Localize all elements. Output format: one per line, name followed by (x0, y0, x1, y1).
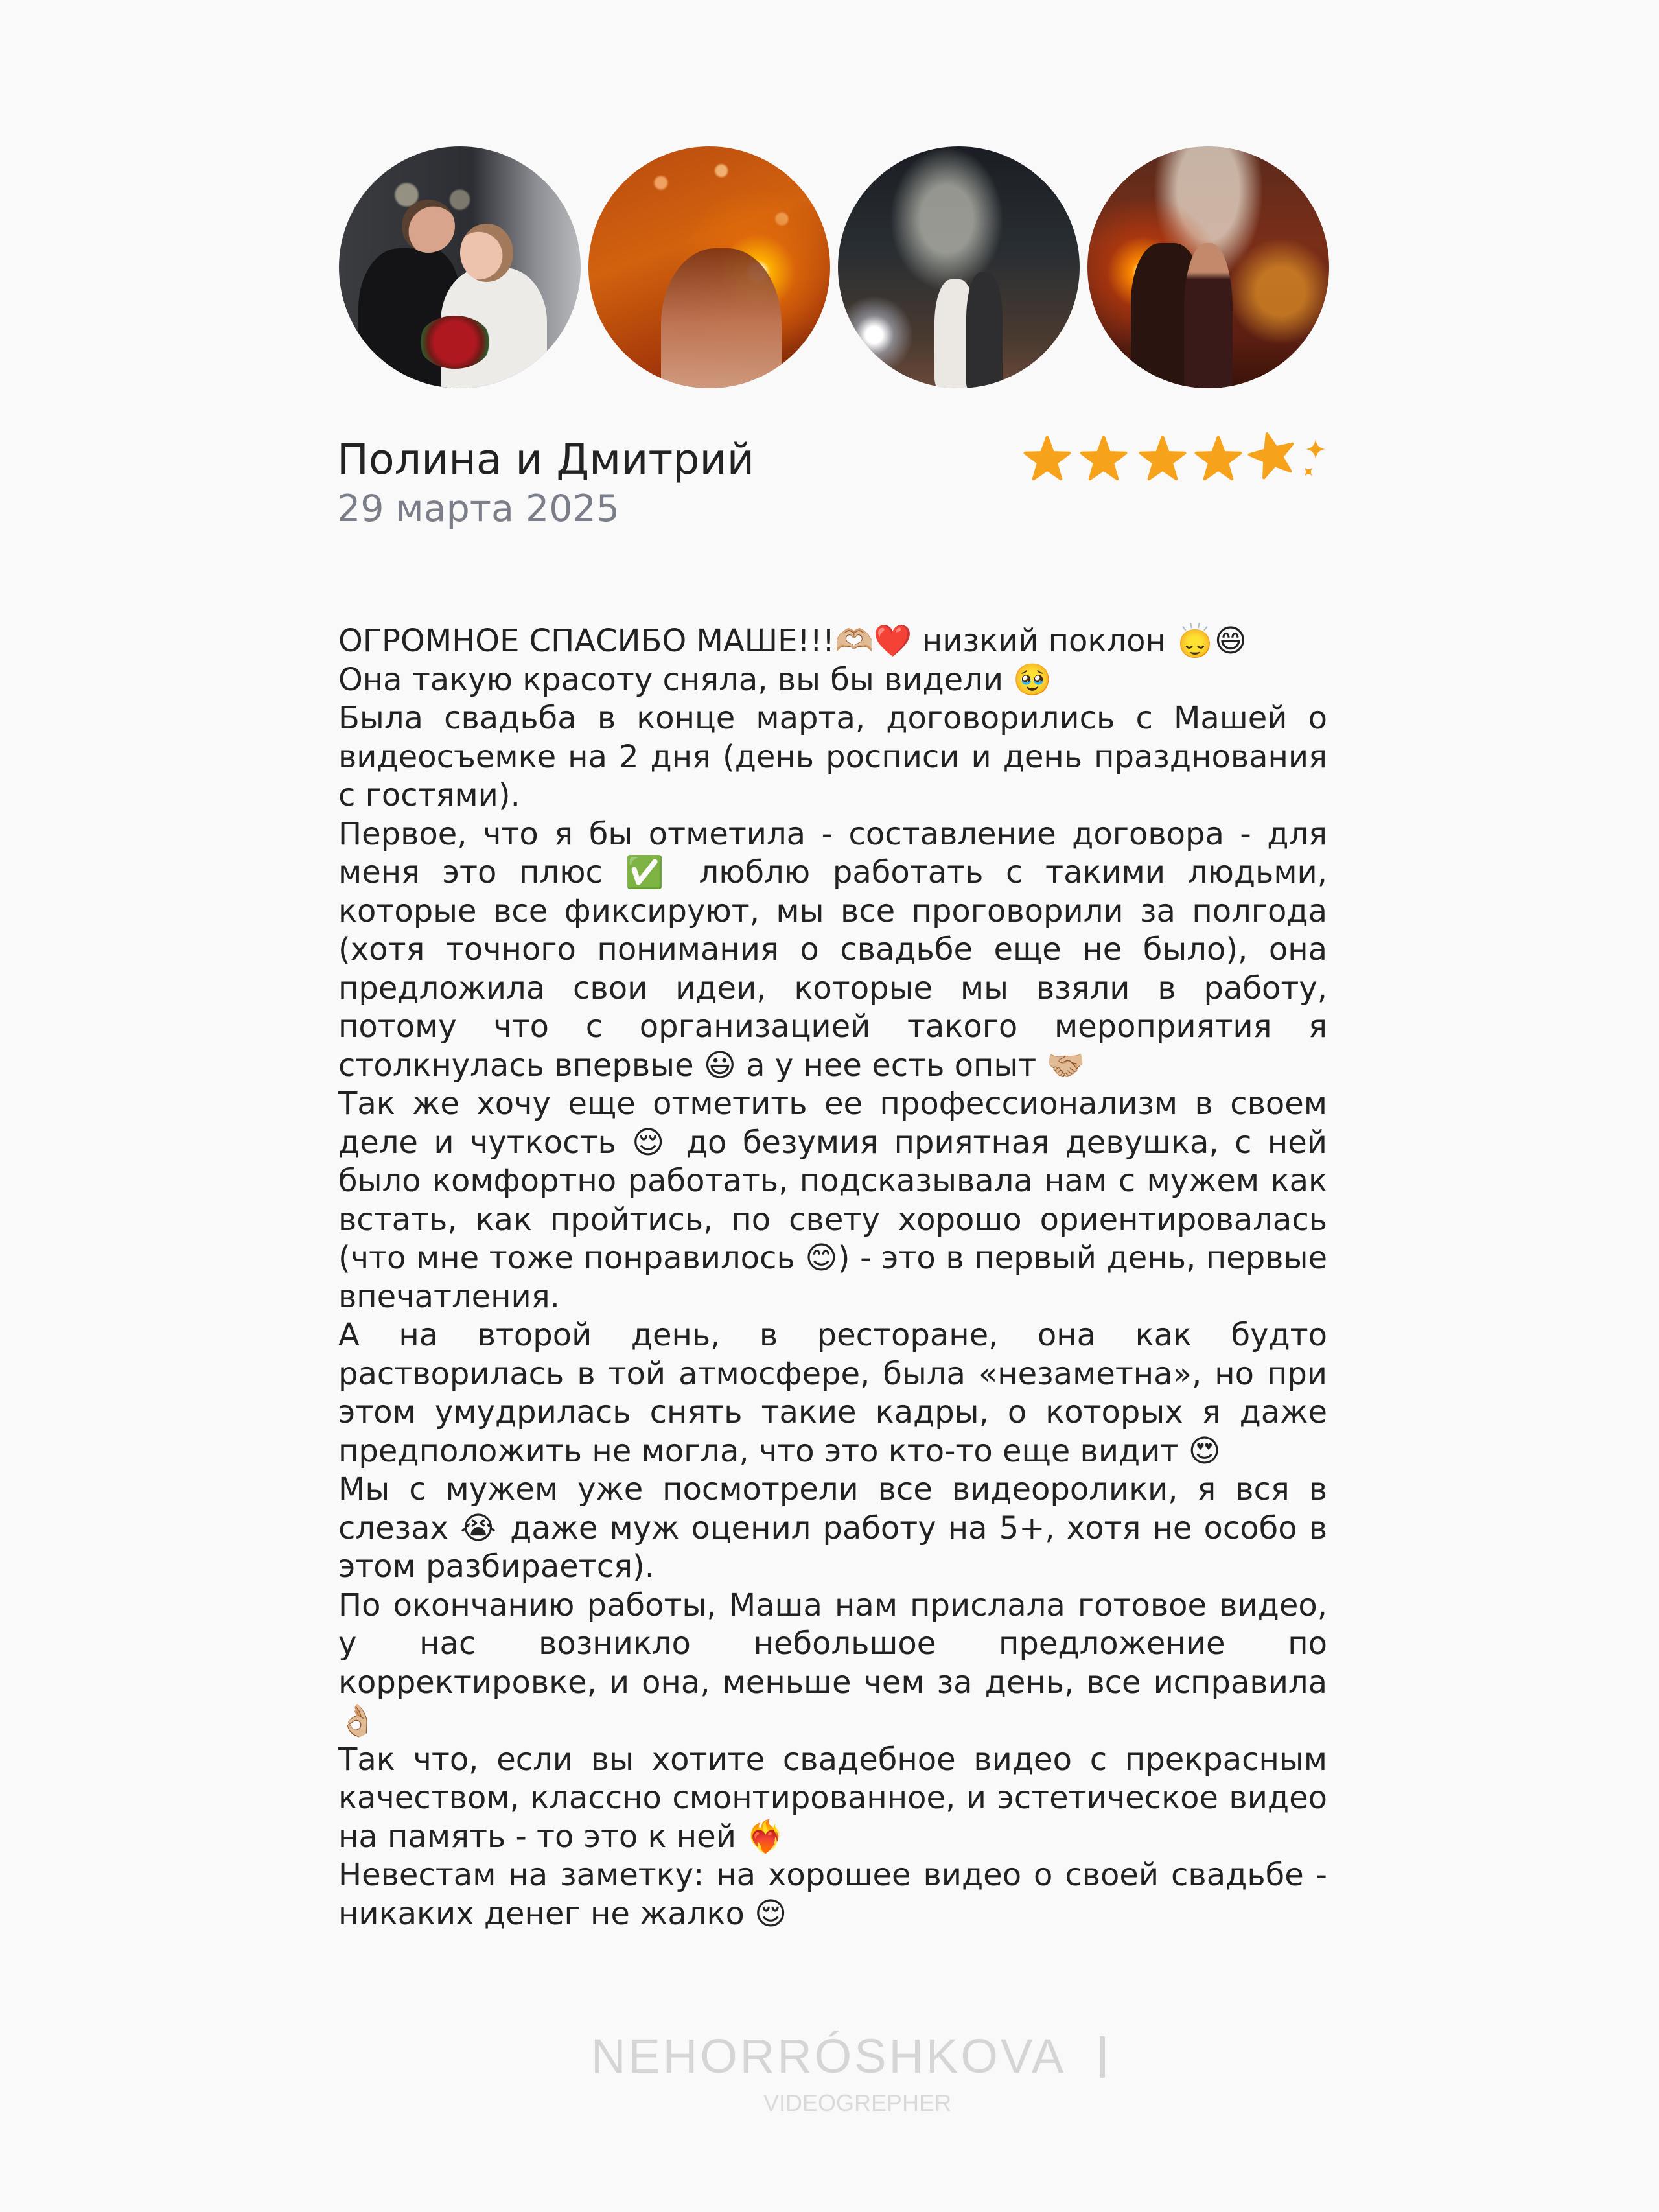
review-paragraph: Невестам на заметку: на хорошее видео о своей свадьбе - никаких денег не жалко 😌 (338, 1857, 1327, 1932)
review-paragraph: Была свадьба в конце марта, договорились с Машей о видеосъемке на 2 дня (день росписи и день празднования с гостями). (338, 700, 1327, 813)
photo-figure (460, 224, 513, 282)
sparkle-icon (1305, 438, 1327, 460)
review-text (338, 622, 1327, 1933)
star-icon (1194, 436, 1242, 481)
brand-divider (1100, 2036, 1105, 2078)
review-paragraph: Она такую красоту сняла, вы бы видели 🥹 (338, 661, 1052, 698)
photo-figure (1184, 243, 1233, 388)
photo-circle-4[interactable] (1087, 146, 1329, 388)
photo-circle-2[interactable] (588, 146, 830, 388)
photo-figure (402, 200, 455, 253)
sparkle-icon (1302, 465, 1315, 478)
review-paragraph: Первое, что я бы отметила - составление договора - для меня это плюс ✅ люблю работать с такими людьми, которые все фиксируют, мы все проговорили за полгода (хотя точного понимания о свадьбе еще не было), она предложила свои идеи, которые мы взяли в работу, потому что с организацией такого мероприятия я столкнулась впервые 😃 а у нее есть опыт 🤝🏼 (338, 815, 1327, 1084)
review-paragraph: А на второй день, в ресторане, она как будто растворилась в той атмосфере, была «незаметна», но при этом умудрилась снять такие кадры, о которых я даже предположить не могла, что это кто-то еще видит 😍 (338, 1317, 1327, 1469)
photo-gallery (339, 146, 1330, 388)
review-paragraph: Так же хочу еще отметить ее профессионализм в своем деле и чуткость 😌 до безумия приятная девушка, с ней было комфортно работать, подсказывала нам с мужем как встать, как пройтись, по свету хорошо ориентировалась (что мне тоже понравилось 😊) - это в первый день, первые впечатления. (338, 1086, 1327, 1315)
star-icon (1244, 426, 1301, 482)
star-icon (1139, 436, 1187, 481)
reviewer-name: Полина и Дмитрий (337, 436, 755, 484)
photo-circle-3[interactable] (838, 146, 1080, 388)
photo-circle-1[interactable] (339, 146, 581, 388)
brand-logo-text: NEHORRÓSHKOVA (591, 2029, 1067, 2083)
brand-tagline: VIDEOGREPHER (763, 2090, 952, 2116)
star-icon (1023, 436, 1071, 481)
review-paragraph: По окончанию работы, Маша нам прислала готовое видео, у нас возникло небольшое предложение по корректировке, и она, меньше чем за день, все исправила 👌🏼 (338, 1587, 1327, 1739)
photo-figure (419, 316, 491, 369)
star-icon (1080, 436, 1128, 481)
photo-figure (661, 248, 782, 388)
star-rating (1023, 433, 1334, 485)
review-date: 29 марта 2025 (337, 487, 620, 530)
photo-figure (966, 272, 1003, 388)
review-paragraph: Так что, если вы хотите свадебное видео с прекрасным качеством, классно смонтированное, и эстетическое видео на память - то это к ней ❤️‍🔥 (338, 1741, 1327, 1855)
review-paragraph: ОГРОМНОЕ СПАСИБО МАШЕ!!!🫶🏼❤️ низкий поклон 🙂‍↕️😄 (338, 623, 1247, 659)
review-paragraph: Мы с мужем уже посмотрели все видеоролики, я вся в слезах 😭 даже муж оценил работу на 5+, хотя не особо в этом разбирается). (338, 1471, 1327, 1585)
